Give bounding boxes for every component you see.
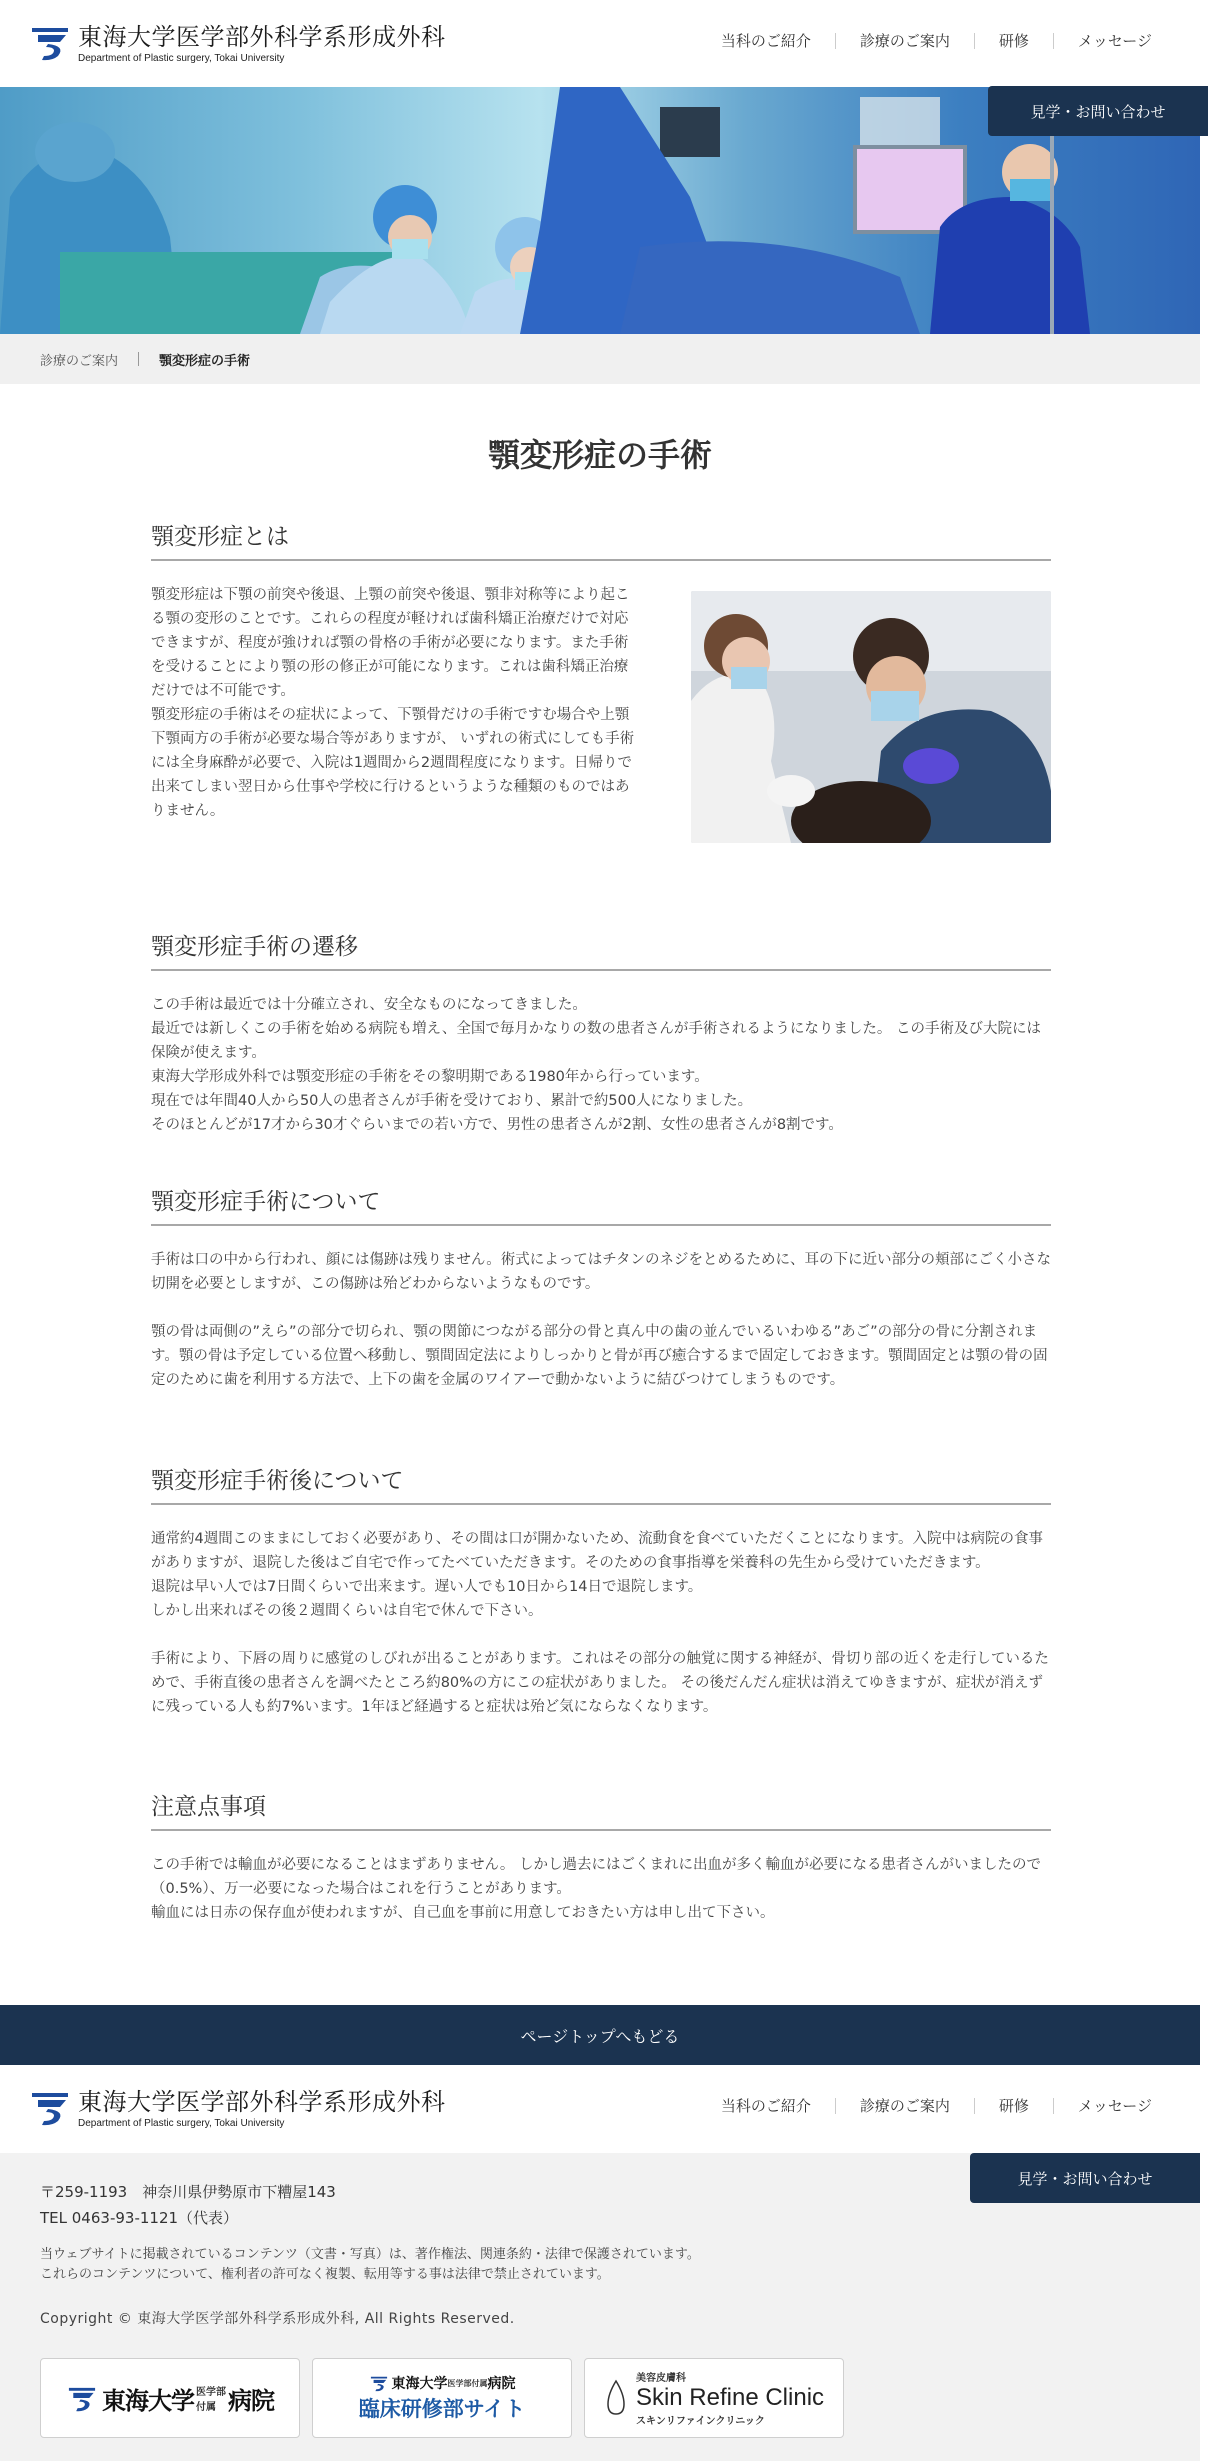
site-logo[interactable] <box>28 22 446 64</box>
paragraph: 顎変形症は下顎の前突や後退、上顎の前突や後退、顎非対称等により起こる顎の変形のことです。これらの程度が軽ければ歯科矯正治療だけで対応できますが、程度が強ければ顎の骨格の手術が必要になります。また手術を受けることにより顎の形の修正が可能になります。これは歯科矯正治療だけでは不可能です。 <box>151 587 630 699</box>
footer-nav-treatment[interactable]: 診療のご案内 <box>859 2097 950 2115</box>
banner-training-suffix: 病院 <box>487 2376 516 2392</box>
banner-small-text: 医学部付属 <box>447 2378 488 2388</box>
paragraph: 輸血には日赤の保存血が使われますが、自己血を事前に用意しておきたい方は申し出て下さい。 <box>151 1905 775 1921</box>
nav-item-about[interactable]: 当科のご紹介 <box>720 32 811 50</box>
visit-inquiry-button[interactable]: 見学・お問い合わせ <box>988 86 1208 136</box>
section-body <box>151 583 1051 843</box>
footer <box>0 2153 1200 2461</box>
footer-nav <box>697 2095 1176 2116</box>
logo-subtitle: Department of Plastic surgery, Tokai University <box>78 53 285 64</box>
paragraph: 通常約4週間このままにしておく必要があり、その間は口が開かないため、流動食を食べていただくことになります。入院中は病院の食事がありますが、退院した後はご自宅で作ってたべていただきます。そのための食事指導を栄養科の先生から受けていただきます。 <box>151 1531 1043 1571</box>
university-logo-icon <box>369 2374 389 2392</box>
footer-logo[interactable] <box>28 2087 446 2129</box>
intro-text <box>151 583 641 823</box>
address-block <box>40 2179 336 2231</box>
section-history <box>151 928 1051 1137</box>
section-body <box>151 1853 1051 1925</box>
page-title: 顎変形症の手術 <box>487 436 712 474</box>
banner-training-title: 臨床研修部サイト <box>358 2397 526 2421</box>
notice-line: これらのコンテンツについて、権利者の許可なく複製、転用等する事は法律で禁止されています。 <box>40 2267 610 2282</box>
notice-line: 当ウェブサイトに掲載されているコンテンツ（文書・写真）は、著作権法、関連条約・法律で保護されています。 <box>40 2247 700 2262</box>
section-heading: 顎変形症手術について <box>151 1183 1051 1226</box>
banner-skin-refine-clinic[interactable] <box>584 2358 844 2438</box>
back-to-top-button[interactable]: ページトップへもどる <box>0 2005 1200 2065</box>
clinic-drop-logo-icon <box>604 2378 628 2418</box>
global-nav <box>697 30 1176 51</box>
paragraph: 最近では新しくこの手術を始める病院も増え、全国で毎月かなりの数の患者さんが手術されるようになりました。 この手術及び大院には保険が使えます。 <box>151 1021 1041 1061</box>
footer-logo-subtitle: Department of Plastic surgery, Tokai University <box>78 2118 285 2129</box>
footer-header <box>0 2065 1208 2153</box>
paragraph: 現在では年間40人から50人の患者さんが手術を受けており、累計で約500人になりました。 <box>151 1093 753 1109</box>
copyright-notice <box>40 2245 700 2285</box>
section-heading: 注意点事項 <box>151 1788 1051 1831</box>
phone-number: TEL 0463-93-1121（代表） <box>40 2209 239 2227</box>
breadcrumb-divider <box>138 352 139 366</box>
paragraph: 東海大学形成外科では顎変形症の手術をその黎明期である1980年から行っています。 <box>151 1069 709 1085</box>
banner-hospital-suffix: 病院 <box>228 2386 274 2415</box>
breadcrumb <box>0 334 1200 384</box>
footer-logo-title: 東海大学医学部外科学系形成外科 <box>78 2088 446 2116</box>
footer-nav-training[interactable]: 研修 <box>998 2097 1029 2115</box>
section-heading: 顎変形症とは <box>151 518 1051 561</box>
banner-clinic-category: 美容皮膚科 <box>635 2373 686 2384</box>
banner-clinical-training[interactable] <box>312 2358 572 2438</box>
breadcrumb-link-treatment[interactable]: 診療のご案内 <box>40 353 119 369</box>
banner-clinic-text <box>636 2369 824 2427</box>
doctor-treating-patient-photo <box>691 591 1051 843</box>
related-site-banners <box>40 2358 856 2438</box>
paragraph: しかし出来ればその後２週間くらいは自宅で休んで下さい。 <box>151 1603 543 1619</box>
paragraph: 顎の骨は両側の”えら”の部分で切られ、顎の関節につながる部分の骨と真ん中の歯の並んでいるいわゆる”あご”の部分の骨に分割されます。顎の骨は予定している位置へ移動し、顎間固定法によりしっかりと骨が再び癒合するまで固定しておきます。顎間固定とは顎の骨の固定のために歯を利用する方法で、上下の歯を金属のワイアーで動かないように結びつけてしまうものです。 <box>151 1324 1048 1388</box>
breadcrumb-current: 顎変形症の手術 <box>159 353 251 369</box>
banner-clinic-name: Skin Refine Clinic <box>635 2384 825 2411</box>
university-logo-icon <box>28 2087 72 2127</box>
section-surgery <box>151 1183 1051 1392</box>
postal-address: 〒259-1193 神奈川県伊勢原市下糟屋143 <box>40 2183 336 2201</box>
section-body <box>151 993 1051 1137</box>
banner-training-top <box>369 2373 516 2393</box>
paragraph: この手術では輸血が必要になることはまずありません。 しかし過去にはごくまれに出血が多く輸血が必要になる患者さんがいましたので（0.5%）、万一必要になった場合はこれを行うことがあります。 <box>151 1857 1041 1897</box>
paragraph: 退院は早い人では7日間くらいで出来ます。遅い人でも10日から14日で退院します。 <box>151 1579 703 1595</box>
copyright: Copyright © 東海大学医学部外科学系形成外科, All Rights Reserved. <box>40 2311 515 2327</box>
nav-item-message[interactable]: メッセージ <box>1077 32 1152 50</box>
section-heading: 顎変形症手術後について <box>151 1462 1051 1505</box>
banner-small-text: 付属 <box>196 2402 216 2413</box>
section-body <box>151 1527 1051 1719</box>
paragraph: 手術により、下唇の周りに感覚のしびれが出ることがあります。これはその部分の触覚に関する神経が、骨切り部の近くを走行しているためで、手術直後の患者さんを調べたところ約80%の方にこの症状がありました。 その後だんだん症状は消えてゆきますが、症状が消えずに残っている人も約7%います。1年ほど経過すると症状は殆ど気にならなくなります。 <box>151 1651 1049 1715</box>
section-body <box>151 1248 1051 1392</box>
banner-hospital-small <box>196 2383 226 2413</box>
paragraph: 手術は口の中から行われ、顔には傷跡は残りません。術式によってはチタンのネジをとめるために、耳の下に近い部分の頬部にごく小さな切開を必要としますが、この傷跡は殆どわからないようなものです。 <box>151 1252 1052 1292</box>
banner-hospital-name: 東海大学 <box>102 2386 194 2415</box>
section-about-jaw-deformity <box>151 518 1051 843</box>
paragraph: 顎変形症の手術はその症状によって、下顎骨だけの手術ですむ場合や上顎下顎両方の手術が必要な場合等がありますが、 いずれの術式にしても手術には全身麻酔が必要で、入院は1週間から2週間程度になります。日帰りで出来てしまい翌日から仕事や学校に行けるというような種類のものではありません。 <box>151 707 635 819</box>
nav-item-treatment[interactable]: 診療のご案内 <box>859 32 950 50</box>
clinic-photo-illustration <box>691 591 1051 843</box>
section-heading: 顎変形症手術の遷移 <box>151 928 1051 971</box>
section-notes <box>151 1788 1051 1925</box>
logo-title: 東海大学医学部外科学系形成外科 <box>78 23 446 51</box>
university-logo-icon <box>28 22 72 62</box>
banner-training-univ: 東海大学 <box>391 2376 448 2392</box>
banner-small-text: 医学部 <box>196 2387 226 2398</box>
university-logo-icon <box>66 2383 98 2413</box>
footer-nav-message[interactable]: メッセージ <box>1077 2097 1152 2115</box>
section-post-surgery <box>151 1462 1051 1719</box>
banner-clinic-kana: スキンリファインクリニック <box>635 2416 765 2427</box>
footer-visit-inquiry-button[interactable]: 見学・お問い合わせ <box>970 2153 1200 2203</box>
banner-tokai-hospital[interactable] <box>40 2358 300 2438</box>
nav-item-training[interactable]: 研修 <box>998 32 1029 50</box>
site-header <box>0 0 1208 87</box>
footer-nav-about[interactable]: 当科のご紹介 <box>720 2097 811 2115</box>
paragraph: そのほとんどが17才から30才ぐらいまでの若い方で、男性の患者さんが2割、女性の患者さんが8割です。 <box>151 1117 843 1133</box>
paragraph: この手術は最近では十分確立され、安全なものになってきました。 <box>151 997 587 1013</box>
